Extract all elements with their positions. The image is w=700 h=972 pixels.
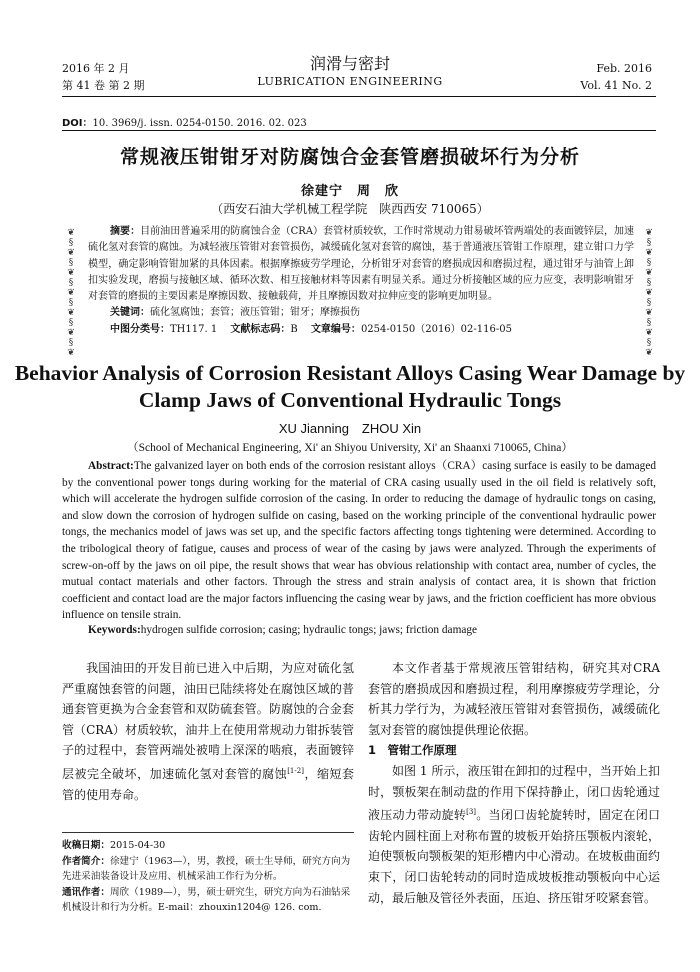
footnote-rule xyxy=(62,832,354,833)
header-rule xyxy=(62,96,656,97)
keywords-en: hydrogen sulfide corrosion; casing; hydraulic tongs; jaws; friction damage xyxy=(140,624,478,636)
article-no-value: 0254-0150（2016）02-116-05 xyxy=(360,323,512,335)
contact-author-label: 通讯作者： xyxy=(62,886,110,898)
doi-rule xyxy=(62,130,656,131)
keywords-en-label: Keywords: xyxy=(88,624,141,636)
authors-cn: 徐建宁 周 欣 xyxy=(300,184,399,199)
body-column-left xyxy=(62,658,354,805)
abstract-cn-text: 目前油田普遍采用的防腐蚀合金（CRA）套管材质较软，工作时常规动力钳易破坏管两端处的表面镀锌层，加速硫化氢对套管的腐蚀。为减轻液压管钳对套管损伤，减缓硫化氢对套管的腐蚀，基于普通液压管钳工作原理，建立钳口力学模型，确定影响管钳加紧的具体因素。根据摩擦疲劳学理论，分析钳牙对套管的磨损成因和磨损过程，通过钳牙与油管上卸扣实验发现，磨损与接触区域、循环次数、相互接触材料等因素有明显关系。通过分析接触区域的应力应变，表明影响钳牙对套管的磨损的主要因素是摩擦因数、接触载荷，并且摩擦因数对拉伸应变的影响更加明显。 xyxy=(88,226,635,303)
section-1-text-b: 。当闭口齿轮旋转时，固定在闭口齿轮内圆柱面上对称布置的坡板开始挤压颚板内滚轮，迫使颚板向颚板架的矩形槽内中心滑动。在坡板曲面约束下，闭口齿轮转动的同时造成坡板推动颚板向中心运动，最后触及管径外表面，压迫、挤压钳牙咬紧套管。 xyxy=(368,808,660,905)
intro-tail: ，缩短套管的使用寿命。 xyxy=(62,766,354,802)
header-right xyxy=(580,60,652,94)
article-no-label: 文章编号： xyxy=(310,323,361,335)
keywords-en-line xyxy=(88,624,477,636)
decorative-border-right: ❦ § ❦ § ❦ § ❦ § ❦ § ❦ § ❦ xyxy=(645,228,653,358)
header-volume-cn: 第 41 卷 第 2 期 xyxy=(62,79,145,92)
class-label: 中图分类号： xyxy=(110,323,170,335)
intro-text: 我国油田的开发目前已进入中后期，为应对硫化氢严重腐蚀套管的问题，油田已陆续将处在腐蚀区域的普通套管更换为合金套管和双防硫套管。防腐蚀的合金套管（CRA）材质较软，油井上在使用常规动力钳拆装管子的过程中，套管两端处被啃上深深的啮痕，表面镀锌层被完全破坏，加速硫化氢对套管的腐蚀 xyxy=(62,661,354,781)
intro-paragraph xyxy=(62,658,354,805)
section-1-heading: 1 管钳工作原理 xyxy=(368,743,457,758)
abstract-cn-label: 摘要： xyxy=(110,226,141,237)
citation-1-2: [1-2] xyxy=(287,766,304,775)
scope-paragraph: 本文作者基于常规液压管钳结构，研究其对CRA 套管的磨损成因和磨损过程，利用摩擦疲劳学理论，分析其力学行为，为减轻液压管钳对套管损伤，减缓硫化氢对套管的腐蚀提供理论依据。 xyxy=(368,661,660,737)
header-volume-en: Vol. 41 No. 2 xyxy=(580,79,652,92)
doi-label: DOI： xyxy=(62,118,93,129)
journal-name-en: LUBRICATION ENGINEERING xyxy=(257,75,443,88)
title-cn: 常规液压钳钳牙对防腐蚀合金套管磨损破坏行为分析 xyxy=(119,146,580,168)
affiliation-en: （School of Mechanical Engineering, Xi' an Shiyou University, Xi' an Shaanxi 710065, China） xyxy=(127,442,573,454)
journal-name-cn: 润滑与密封 xyxy=(309,54,390,73)
title-en: Behavior Analysis of Corrosion Resistant Alloys Casing Wear Damage by Clamp Jaws of Conventional Hydraulic Tongs xyxy=(14,361,686,412)
doi-value: 10. 3969/j. issn. 0254-0150. 2016. 02. 023 xyxy=(92,118,307,129)
section-1-paragraph xyxy=(368,761,660,908)
class-value: TH117. 1 xyxy=(170,323,218,335)
doccode-value: B xyxy=(290,323,298,335)
abstract-cn xyxy=(88,224,634,338)
footnotes xyxy=(62,838,354,916)
abstract-en-label: Abstract: xyxy=(88,460,134,472)
author-bio-label: 作者简介： xyxy=(62,855,110,867)
abstract-en-text: The galvanized layer on both ends of the corrosion resistant alloys（CRA）casing surface is easily to be damaged by the conventional power tongs during working for the material of CRA casing usually used in the oil field is relatively soft, which will accelerate the hydrogen sulfide corrosion of the casing. In order to reducing the damage of hydraulic tongs on casing, and slow down the corrosion of hydrogen sulfide on casing, based on the working principle of the conventional hydraulic power tongs, the mechanics model of jaws was set up, and the specific factors affecting tongs tightening were determined. According to the tribological theory of fatigue, causes and process of wear of the casing by jaws were analyzed. Through the experiments of screw-on-off by the jaws on oil pipe, the result shows that wear has obvious relationship with contact area, number of cycles, the mutual contact materials and other factors. Through the stress and strain analysis of contact area, it is shown that friction coefficient and contact load are the major factors influencing the casing wear by jaws, and the friction coefficient has more obvious influence on tensile strain. xyxy=(62,460,657,622)
body-column-right xyxy=(368,658,660,908)
contact-author: 周欣（1989—），男，硕士研究生，研究方向为石油钻采机械设计和行为分析。E-mail：zhouxin1204@ 126. com. xyxy=(62,886,351,914)
doccode-label: 文献标志码： xyxy=(230,323,291,335)
header-date-cn: 2016 年 2 月 xyxy=(62,62,130,75)
affiliation-cn: （西安石油大学机械工程学院 陕西西安 710065） xyxy=(211,202,489,216)
received-label: 收稿日期： xyxy=(62,840,110,851)
keywords-cn-label: 关键词： xyxy=(110,307,150,319)
author-bio: 徐建宁（1963—），男，教授，硕士生导师，研究方向为先进采油装备设计及应用、机械采油工作行为分析。 xyxy=(62,855,351,883)
header-date-en: Feb. 2016 xyxy=(596,62,652,75)
received-date: 2015-04-30 xyxy=(109,840,166,851)
authors-en: XU Jianning ZHOU Xin xyxy=(278,421,422,436)
doi-line xyxy=(62,114,307,129)
decorative-border-left: ❦ § ❦ § ❦ § ❦ § ❦ § ❦ § ❦ xyxy=(67,228,75,358)
citation-3: [3] xyxy=(466,808,477,817)
abstract-en xyxy=(62,458,656,624)
section-1-text-a: 如图 1 所示，液压钳在卸扣的过程中，当开始上扣时，颚板架在制动盘的作用下保持静止，闭口齿轮通过液压动力带动旋转 xyxy=(368,763,660,823)
keywords-cn: 硫化氢腐蚀；套管；液压管钳；钳牙；摩擦损伤 xyxy=(150,307,360,319)
